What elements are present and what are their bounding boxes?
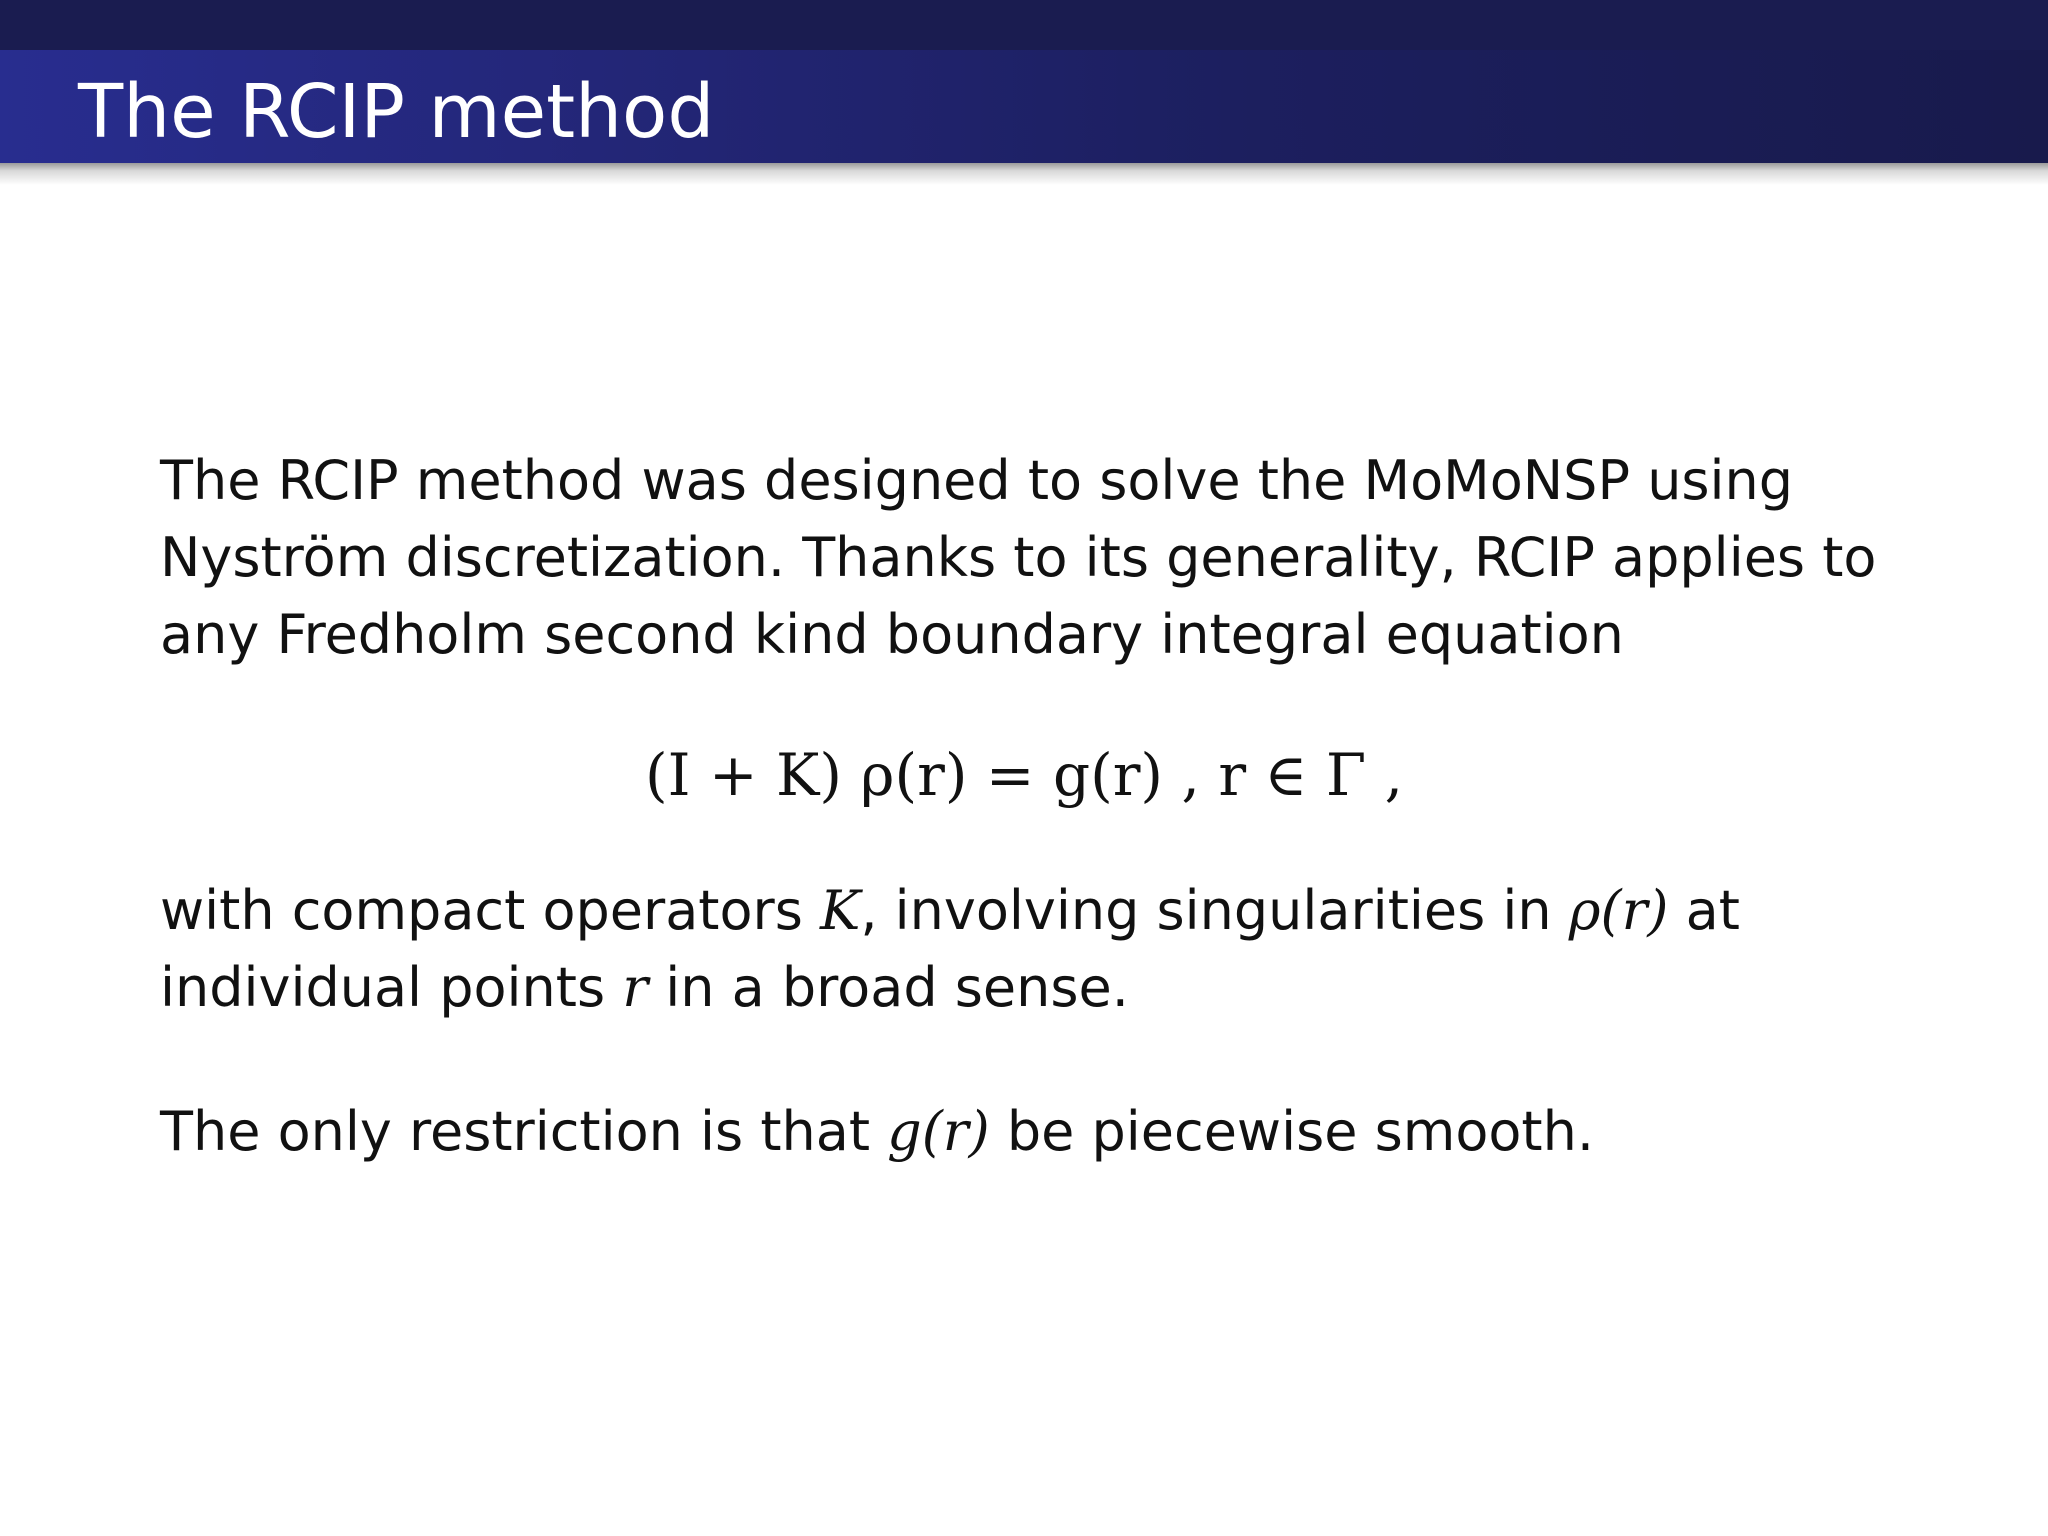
math-g-r: g(r): [887, 1100, 990, 1163]
text-segment: with compact operators: [160, 879, 820, 942]
integral-equation: (I + K) ρ(r) = g(r) , r ∈ Γ ,: [644, 741, 1404, 809]
operator-line-1: [160, 872, 1740, 949]
text-segment: in a broad sense.: [648, 956, 1129, 1019]
restriction-paragraph: [160, 1093, 1594, 1170]
math-r: r: [622, 956, 649, 1019]
math-rho-r: ρ(r): [1568, 879, 1669, 942]
text-segment: at: [1668, 879, 1740, 942]
operator-line-2: [160, 949, 1740, 1026]
intro-line-2: Nyström discretization. Thanks to its generality, RCIP applies to: [160, 526, 1877, 589]
slide-title: The RCIP method: [78, 69, 715, 155]
intro-line-1: The RCIP method was designed to solve the MoMoNSP using: [160, 449, 1794, 512]
math-K: K: [820, 879, 861, 942]
text-segment: be piecewise smooth.: [989, 1100, 1594, 1163]
intro-paragraph: [160, 442, 1876, 673]
text-segment: The only restriction is that: [160, 1100, 888, 1163]
intro-line-3: any Fredholm second kind boundary integral equation: [160, 603, 1624, 666]
text-segment: , involving singularities in: [860, 879, 1569, 942]
operator-paragraph: [160, 872, 1740, 1026]
header-top-strip: [0, 0, 2048, 50]
title-bar-shadow: [0, 163, 2048, 185]
text-segment: individual points: [160, 956, 623, 1019]
